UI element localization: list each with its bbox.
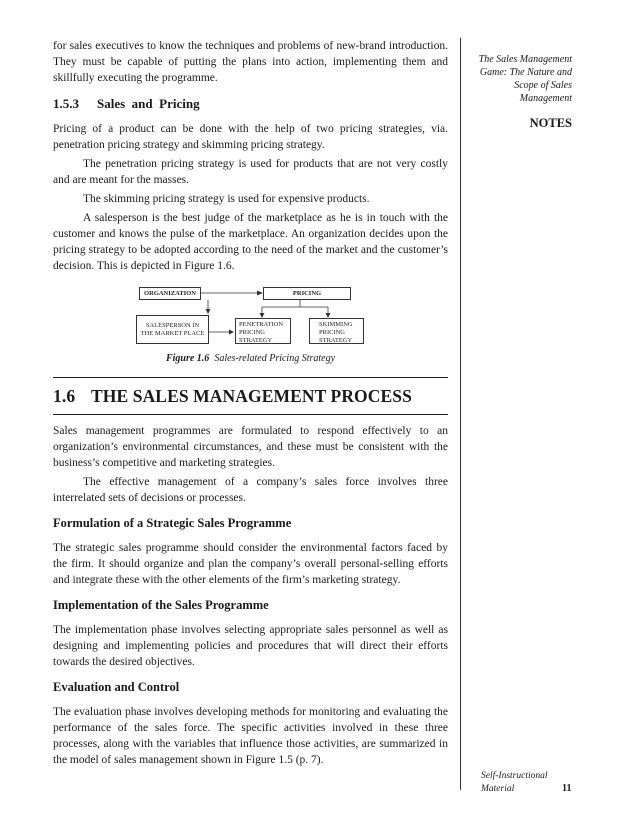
paragraph: The effective management of a company’s sales force involves three interrelated sets of decisions or processes.	[53, 476, 448, 504]
box-label: PRICING	[239, 329, 266, 336]
footer-label	[481, 770, 548, 796]
box-label: ORGANIZATION	[144, 290, 196, 297]
paragraph: The skimming pricing strategy is used for expensive products.	[83, 193, 370, 205]
box-label: SKIMMING	[319, 321, 353, 328]
subsection-heading: Evaluation and Control	[53, 680, 180, 694]
paragraph: A salesperson is the best judge of the marketplace as he is in touch with the customer and knows the pulse of the marketplace. An organization decides upon the pricing strategy to be adopted according to the need of the market and the customer’s decision. This is depicted in Figure 1.6.	[53, 212, 448, 272]
box-label: STRATEGY	[319, 337, 353, 344]
paragraph: Pricing of a product can be done with the help of two pricing strategies, via. penetration pricing strategy and skimming pricing strategy.	[53, 123, 448, 151]
box-pricing	[263, 287, 351, 300]
box-label: THE MARKET PLACE	[140, 330, 205, 337]
intro-paragraph: for sales executives to know the techniques and problems of new-brand introduction. They must be capable of putting the plans into action, implementing them and skillfully executing the programme.	[53, 40, 448, 84]
running-title	[470, 53, 572, 105]
paragraph: Sales management programmes are formulated to respond effectively to an organization’s environmental circumstances, and these must be consistent with the business’s competitive and marketing strategies.	[53, 425, 448, 469]
page-number: 11	[562, 783, 572, 794]
figure-caption-title: Sales-related Pricing Strategy	[214, 353, 336, 364]
box-label: PRICING	[319, 329, 346, 336]
paragraph: The implementation phase involves selecting appropriate sales personnel as well as designing and implementing policies and procedures that will direct their efforts towards the desired objectives.	[53, 624, 448, 668]
notes-label: NOTES	[529, 116, 572, 130]
running-title-line: Management	[519, 93, 572, 104]
subsection-heading: Implementation of the Sales Programme	[53, 598, 269, 612]
box-salesperson	[136, 315, 209, 344]
box-label: STRATEGY	[239, 337, 273, 344]
margin-divider	[460, 38, 461, 790]
section-top-rule	[53, 377, 448, 378]
box-label: SALESPERSON IN	[145, 322, 200, 329]
running-title-line: The Sales Management	[478, 54, 572, 65]
section-bottom-rule	[53, 414, 448, 415]
box-organization	[139, 287, 201, 300]
section-16-number: 1.6	[53, 386, 76, 406]
running-title-line: Game: The Nature and	[479, 67, 572, 78]
footer-line: Material	[481, 784, 515, 794]
section-16-heading	[53, 386, 448, 407]
figure-caption	[53, 353, 448, 364]
section-153-number: 1.5.3	[53, 96, 79, 111]
section-153-heading	[53, 96, 448, 112]
arrow-head	[229, 330, 234, 335]
footer-line: Self-Instructional	[481, 771, 548, 781]
section-153-title: Sales and Pricing	[97, 96, 200, 111]
main-column	[53, 38, 448, 768]
box-label: PRICING	[292, 290, 322, 297]
paragraph: The strategic sales programme should consider the environmental factors faced by the firm. It should organize and plan the company’s overall personal-selling efforts and integrate these with the other elements of the firm’s marketing strategy.	[53, 542, 448, 586]
subsection-heading: Formulation of a Strategic Sales Programme	[53, 516, 292, 530]
section-16-title: THE SALES MANAGEMENT PROCESS	[91, 386, 412, 406]
box-skimming	[309, 318, 364, 344]
paragraph: The penetration pricing strategy is used for products that are not very costly and are meant for the masses.	[53, 158, 448, 186]
figure-caption-label: Figure 1.6	[165, 353, 210, 364]
arrow-head	[206, 309, 211, 314]
pricing-diagram	[53, 287, 448, 345]
paragraph: The evaluation phase involves developing methods for monitoring and evaluating the performance of the sales force. The specific activities involved in these three processes, along with the variables that influence those activities, are summarized in the model of sales management shown in Figure 1.5 (p. 7).	[53, 706, 448, 766]
running-title-line: Scope of Sales	[514, 80, 572, 91]
box-penetration	[235, 318, 291, 344]
box-label: PENETRATION	[239, 321, 284, 328]
